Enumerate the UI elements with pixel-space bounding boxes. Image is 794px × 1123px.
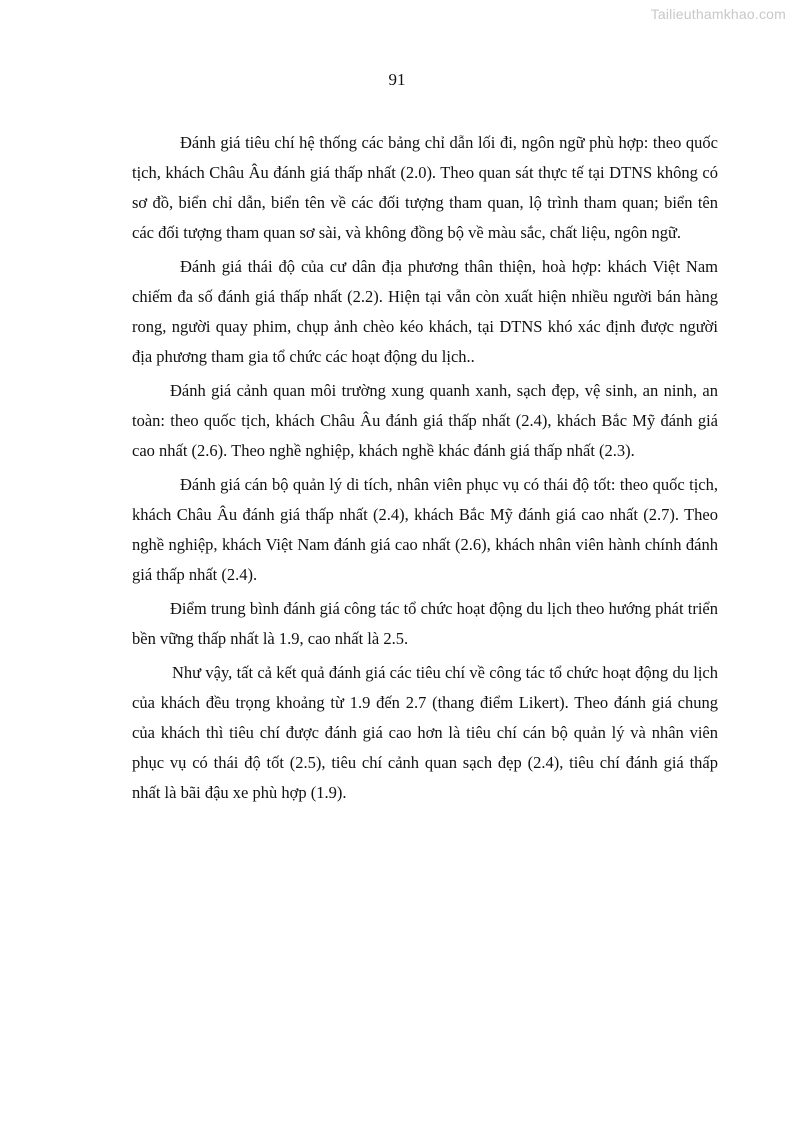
paragraph-conclusion: Như vậy, tất cả kết quả đánh giá các tiêu chí về công tác tổ chức hoạt động du lịch của khách đều trọng khoảng từ 1.9 đến 2.7 (thang điểm Likert). Theo đánh giá chung của khách thì tiêu chí được đánh giá cao hơn là tiêu chí cán bộ quản lý và nhân viên phục vụ có thái độ tốt (2.5), tiêu chí cảnh quan sạch đẹp (2.4), tiêu chí đánh giá thấp nhất là bãi đậu xe phù hợp (1.9). [132,663,718,802]
paragraph-environment: Đánh giá cảnh quan môi trường xung quanh xanh, sạch đẹp, vệ sinh, an ninh, an toàn: theo quốc tịch, khách Châu Âu đánh giá thấp nhất (2.4), khách Bắc Mỹ đánh giá cao nhất (2.6). Theo nghề nghiệp, khách nghề khác đánh giá thấp nhất (2.3). [132,381,718,460]
paragraph-average-score: Điểm trung bình đánh giá công tác tổ chức hoạt động du lịch theo hướng phát triển bền vững thấp nhất là 1.9, cao nhất là 2.5. [132,599,718,648]
document-body [132,128,718,812]
paragraph-residents-attitude: Đánh giá thái độ của cư dân địa phương thân thiện, hoà hợp: khách Việt Nam chiếm đa số đánh giá thấp nhất (2.2). Hiện tại vẫn còn xuất hiện nhiều người bán hàng rong, người quay phim, chụp ảnh chèo kéo khách, tại DTNS khó xác định được người địa phương tham gia tổ chức các hoạt động du lịch.. [132,257,718,366]
paragraph-staff-attitude: Đánh giá cán bộ quản lý di tích, nhân viên phục vụ có thái độ tốt: theo quốc tịch, khách Châu Âu đánh giá thấp nhất (2.4), khách Bắc Mỹ đánh giá cao nhất (2.7). Theo nghề nghiệp, khách Việt Nam đánh giá cao nhất (2.6), khách nhân viên hành chính đánh giá thấp nhất (2.4). [132,475,718,584]
page-number: 91 [388,70,406,89]
watermark: Tailieuthamkhao.com [650,6,786,22]
paragraph-signage: Đánh giá tiêu chí hệ thống các bảng chỉ dẫn lối đi, ngôn ngữ phù hợp: theo quốc tịch, khách Châu Âu đánh giá thấp nhất (2.0). Theo quan sát thực tế tại DTNS không có sơ đồ, biển chỉ dẫn, biển tên về các đối tượng tham quan, lộ trình tham quan; biển tên các đối tượng tham quan sơ sài, và không đồng bộ về màu sắc, chất liệu, ngôn ngữ. [132,133,718,242]
